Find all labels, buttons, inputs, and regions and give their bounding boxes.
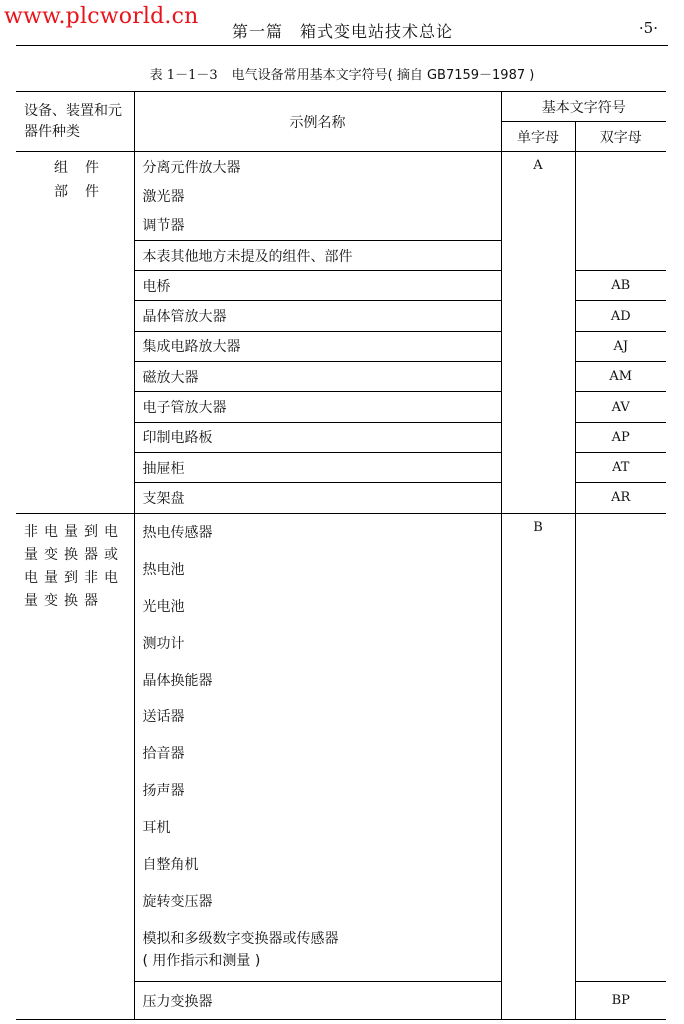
header-category: 设备、装置和元器件种类 bbox=[16, 92, 134, 152]
table-caption bbox=[0, 64, 684, 83]
double-letter-cell: AJ bbox=[575, 331, 666, 361]
table-row-name: 集成电路放大器 bbox=[134, 331, 501, 361]
table-row-name: 分离元件放大器 bbox=[134, 152, 501, 182]
header-example-name: 示例名称 bbox=[134, 92, 501, 152]
table-row-name: 测功计 bbox=[134, 624, 501, 661]
double-letter-cell bbox=[575, 587, 666, 624]
table-row-name: 晶体管放大器 bbox=[134, 301, 501, 331]
table-row-name: 拾音器 bbox=[134, 735, 501, 772]
double-letter-cell bbox=[575, 513, 666, 550]
running-head: 第一篇 箱式变电站技术总论 bbox=[232, 22, 454, 41]
header-basic-symbol: 基本文字符号 bbox=[541, 99, 626, 116]
category-components bbox=[16, 152, 134, 514]
category-transducers: 非电量到电量变换器或电量到非电量变换器 bbox=[16, 513, 134, 1020]
table-row-name: 支架盘 bbox=[134, 483, 501, 513]
header-rule bbox=[16, 45, 668, 46]
table-row-name-multiline bbox=[134, 919, 501, 982]
double-letter-cell: AP bbox=[575, 422, 666, 452]
table-row-name-note: ( 用作指示和测量 ) bbox=[142, 953, 261, 970]
table-row-name: 压力变换器 bbox=[134, 982, 501, 1020]
table-row-name: 耳机 bbox=[134, 809, 501, 846]
double-letter-cell bbox=[575, 181, 666, 210]
watermark: www.plcworld.cn bbox=[4, 4, 199, 29]
double-letter-cell bbox=[575, 772, 666, 809]
table-row-name: 自整角机 bbox=[134, 846, 501, 883]
table-row-name: 印制电路板 bbox=[134, 422, 501, 452]
table-row-name: 模拟和多级数字变换器或传感器 bbox=[142, 931, 339, 948]
double-letter-cell: BP bbox=[575, 982, 666, 1020]
double-letter-cell: AV bbox=[575, 392, 666, 422]
table-row-name: 晶体换能器 bbox=[134, 661, 501, 698]
double-letter-cell bbox=[575, 846, 666, 883]
table-row-name: 抽屉柜 bbox=[134, 452, 501, 482]
double-letter-cell bbox=[575, 698, 666, 735]
table-row-name: 扬声器 bbox=[134, 772, 501, 809]
double-letter-cell bbox=[575, 809, 666, 846]
double-letter-cell: AT bbox=[575, 452, 666, 482]
double-letter-cell bbox=[575, 211, 666, 241]
table-row-name: 激光器 bbox=[134, 181, 501, 210]
double-letter-cell bbox=[575, 240, 666, 270]
double-letter-cell bbox=[575, 919, 666, 982]
table-row-name: 调节器 bbox=[134, 211, 501, 241]
table-row-name: 电子管放大器 bbox=[134, 392, 501, 422]
double-letter-cell bbox=[575, 152, 666, 182]
double-letter-cell bbox=[575, 735, 666, 772]
header-single-letter: 单字母 bbox=[501, 122, 575, 152]
page-number: ·5· bbox=[638, 19, 658, 37]
single-letter-b: B bbox=[501, 513, 575, 1020]
double-letter-cell bbox=[575, 550, 666, 587]
double-letter-cell bbox=[575, 661, 666, 698]
double-letter-cell bbox=[575, 624, 666, 661]
table-row-name: 光电池 bbox=[134, 587, 501, 624]
double-letter-cell: AB bbox=[575, 271, 666, 301]
table-row-name: 本表其他地方未提及的组件、部件 bbox=[134, 240, 501, 270]
table-row-name: 热电传感器 bbox=[134, 513, 501, 550]
double-letter-cell: AR bbox=[575, 483, 666, 513]
table-number: 表 1－1－3 bbox=[149, 68, 218, 83]
double-letter-cell bbox=[575, 882, 666, 919]
table-row-name: 电桥 bbox=[134, 271, 501, 301]
table-row-name: 送话器 bbox=[134, 698, 501, 735]
category-components-line2: 部件 bbox=[54, 184, 116, 200]
double-letter-cell: AM bbox=[575, 362, 666, 392]
table-row-name: 热电池 bbox=[134, 550, 501, 587]
double-letter-cell: AD bbox=[575, 301, 666, 331]
table-title: 电气设备常用基本文字符号( 摘自 GB7159－1987 ) bbox=[231, 68, 535, 83]
table-row-name: 旋转变压器 bbox=[134, 882, 501, 919]
category-components-line1: 组件 bbox=[54, 160, 116, 176]
header-double-letter: 双字母 bbox=[575, 122, 666, 152]
table-row-name: 磁放大器 bbox=[134, 362, 501, 392]
single-letter-a: A bbox=[501, 152, 575, 514]
letter-code-table bbox=[16, 91, 666, 1020]
